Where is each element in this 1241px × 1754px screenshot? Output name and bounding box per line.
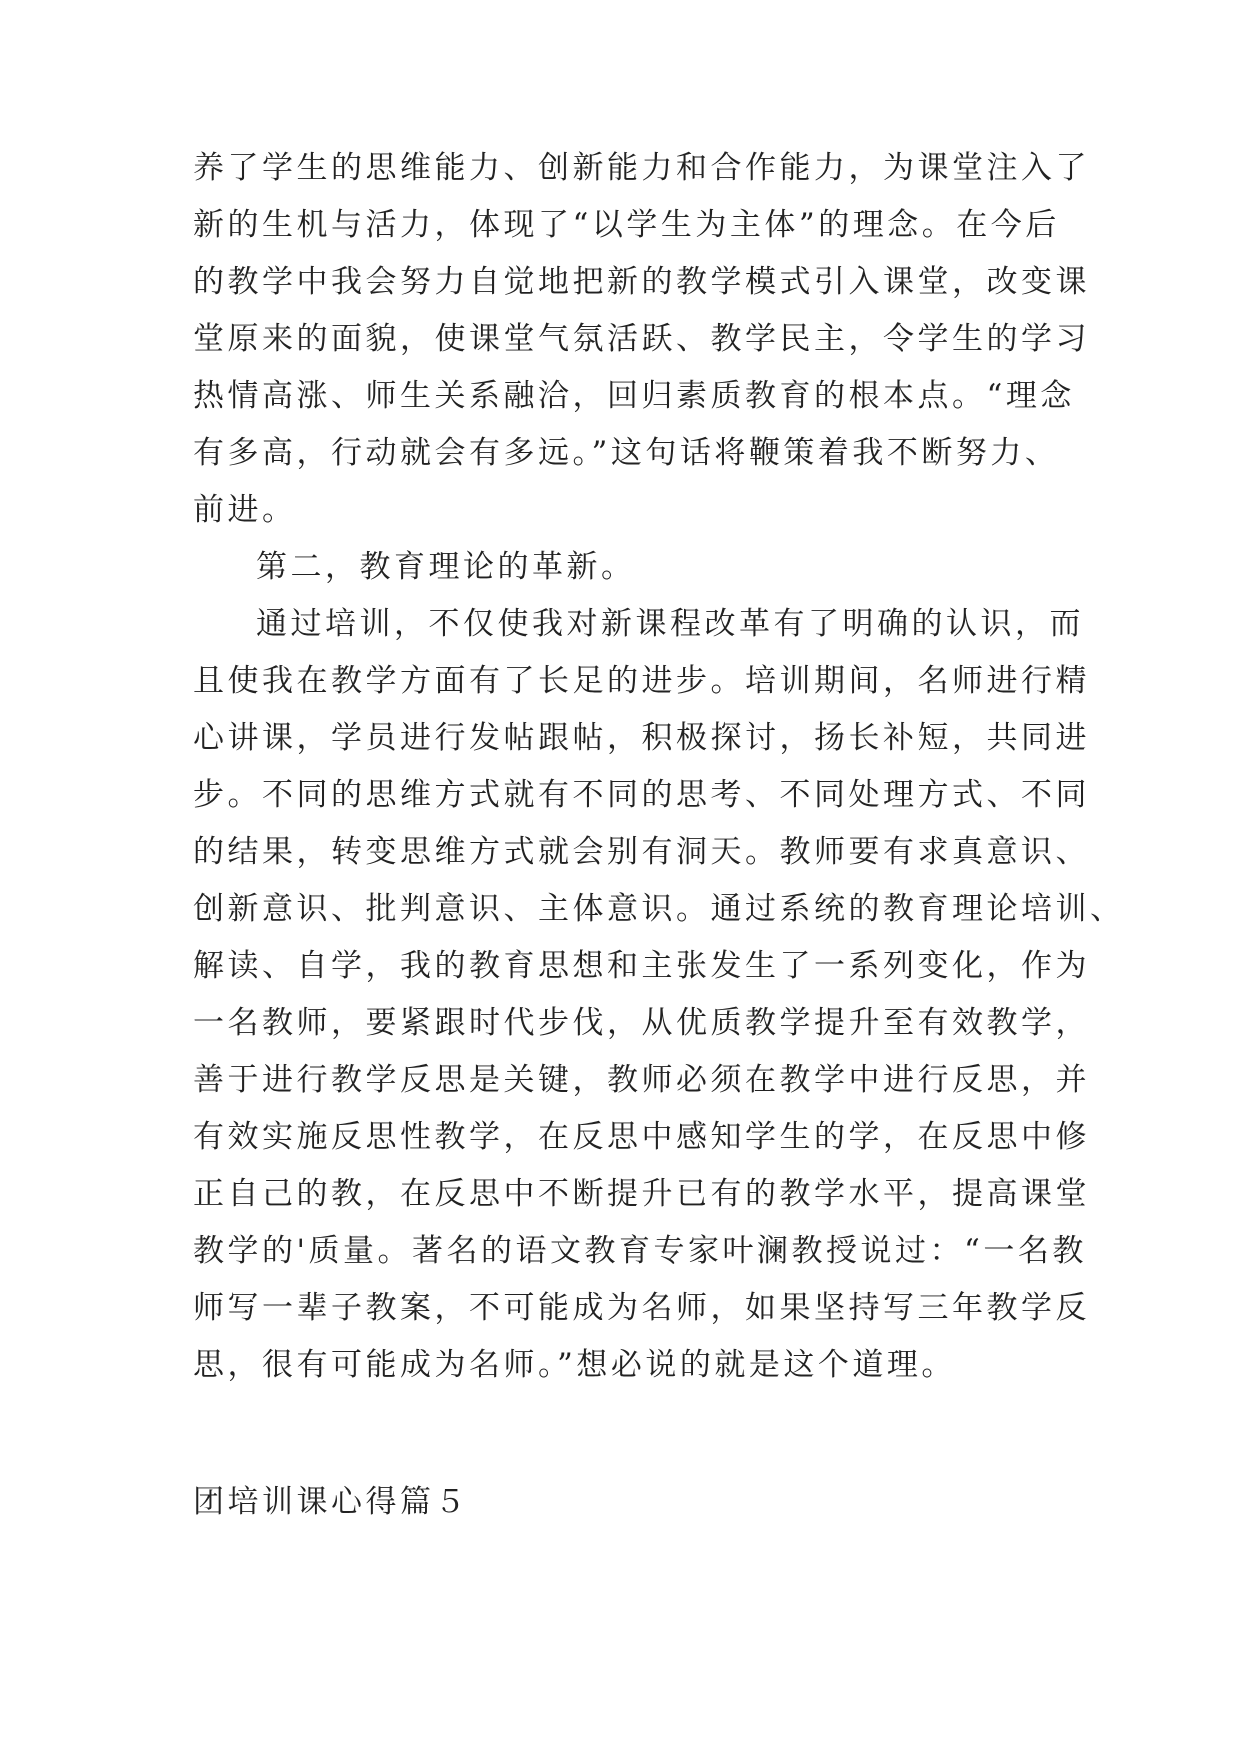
text-line: 通过培训，不仅使我对新课程改革有了明确的认识，而 — [256, 606, 1084, 642]
text-line: 新的生机与活力，体现了“以学生为主体”的理念。在今后 — [193, 207, 1060, 243]
text-line: 正自己的教，在反思中不断提升已有的教学水平，提高课堂 — [193, 1176, 1090, 1212]
text-line: 心讲课，学员进行发帖跟帖，积极探讨，扬长补短，共同进 — [193, 720, 1090, 756]
text-line: 思，很有可能成为名师。”想必说的就是这个道理。 — [193, 1347, 956, 1383]
text-line: 前进。 — [193, 492, 297, 528]
text-line: 热情高涨、师生关系融洽，回归素质教育的根本点。“理念 — [193, 378, 1075, 414]
text-line: 步。不同的思维方式就有不同的思考、不同处理方式、不同 — [193, 777, 1090, 813]
text-line: 有多高，行动就会有多远。”这句话将鞭策着我不断努力、 — [193, 435, 1060, 471]
subheading: 第二，教育理论的革新。 — [256, 549, 636, 585]
text-line: 一名教师，要紧跟时代步伐，从优质教学提升至有效教学， — [193, 1005, 1090, 1041]
text-line: 解读、自学，我的教育思想和主张发生了一系列变化，作为 — [193, 948, 1090, 984]
text-line: 创新意识、批判意识、主体意识。通过系统的教育理论培训、 — [193, 891, 1125, 927]
text-line: 堂原来的面貌，使课堂气氛活跃、教学民主，令学生的学习 — [193, 321, 1090, 357]
text-line: 的教学中我会努力自觉地把新的教学模式引入课堂，改变课 — [193, 264, 1090, 300]
section-heading: 团培训课心得篇５ — [193, 1484, 469, 1520]
text-line: 且使我在教学方面有了长足的进步。培训期间，名师进行精 — [193, 663, 1090, 699]
text-line: 善于进行教学反思是关键，教师必须在教学中进行反思，并 — [193, 1062, 1090, 1098]
text-line: 的结果，转变思维方式就会别有洞天。教师要有求真意识、 — [193, 834, 1090, 870]
text-line: 养了学生的思维能力、创新能力和合作能力，为课堂注入了 — [193, 150, 1090, 186]
text-line: 师写一辈子教案，不可能成为名师，如果坚持写三年教学反 — [193, 1290, 1090, 1326]
text-line: 教学的'质量。著名的语文教育专家叶澜教授说过：“一名教 — [193, 1233, 1087, 1269]
text-line: 有效实施反思性教学，在反思中感知学生的学，在反思中修 — [193, 1119, 1090, 1155]
